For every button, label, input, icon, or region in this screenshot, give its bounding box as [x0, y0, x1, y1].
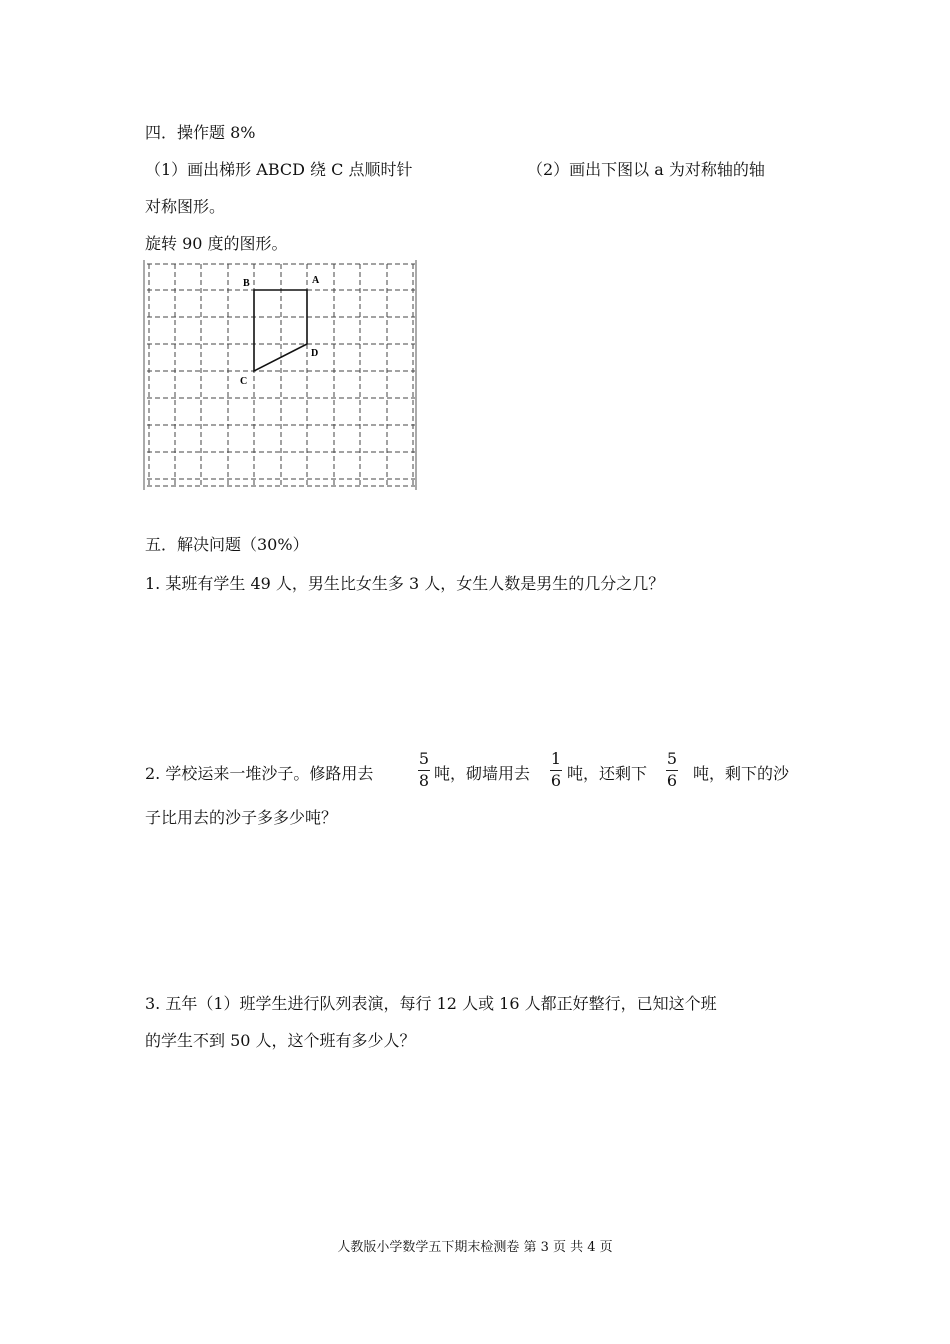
section5-title: 五．解决问题（30%） [145, 535, 309, 554]
fraction-numerator: 5 [418, 749, 430, 768]
question1-line1: （1）画出梯形 ABCD 绕 C 点顺时针 [145, 160, 413, 179]
vertex-label-d: D [311, 348, 319, 359]
page-footer: 人教版小学数学五下期末检测卷 第 3 页 共 4 页 [337, 1240, 613, 1255]
vertex-label-a: A [312, 275, 320, 286]
problem2-text-seg4: 吨，剩下的沙 [693, 764, 790, 783]
fraction-denominator: 8 [418, 771, 430, 790]
trapezoid-grid-figure [143, 260, 419, 490]
fraction-denominator: 6 [666, 771, 678, 790]
problem2-line2: 子比用去的沙子多多少吨？ [145, 808, 338, 827]
problem3-line1: 3. 五年（1）班学生进行队列表演，每行 12 人或 16 人都正好整行，已知这个班 [145, 994, 717, 1013]
vertex-label-c: C [240, 376, 248, 387]
question2-line2: 对称图形。 [145, 197, 226, 216]
grid-lines [147, 264, 415, 486]
problem3-line2: 的学生不到 50 人，这个班有多少人？ [145, 1031, 416, 1050]
fraction-numerator: 5 [666, 749, 678, 768]
fraction-numerator: 1 [550, 749, 562, 768]
vertex-label-b: B [243, 278, 250, 289]
problem2-text-seg2: 吨，砌墙用去 [434, 764, 531, 783]
fraction-denominator: 6 [550, 771, 562, 790]
section4-title: 四．操作题 8% [145, 123, 256, 142]
problem2-text-seg1: 2. 学校运来一堆沙子。修路用去 [145, 764, 374, 783]
question1-line2: 旋转 90 度的图形。 [145, 234, 288, 253]
question2-line1: （2）画出下图以 a 为对称轴的轴 [527, 160, 765, 179]
problem2-text-seg3: 吨，还剩下 [567, 764, 648, 783]
problem1-text: 1. 某班有学生 49 人，男生比女生多 3 人，女生人数是男生的几分之几？ [145, 574, 665, 593]
grid-outer-border [144, 260, 416, 490]
